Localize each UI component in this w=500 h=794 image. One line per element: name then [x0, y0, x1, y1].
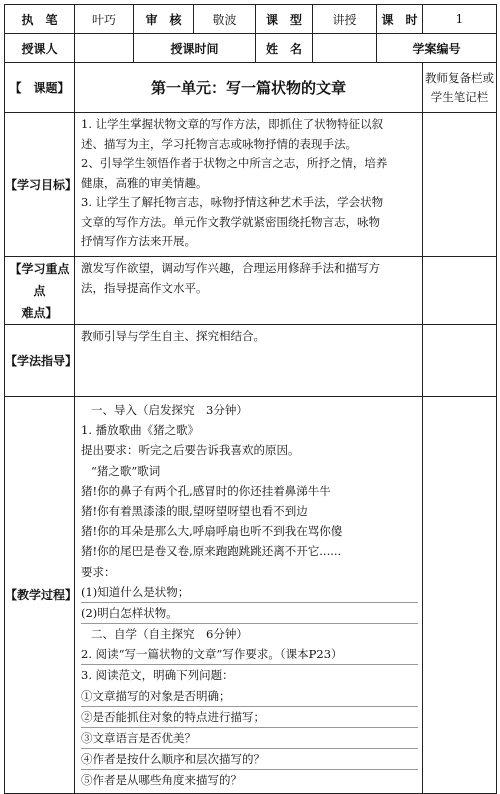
teacher-label: 授课人 — [5, 34, 75, 63]
author-value: 叶巧 — [75, 5, 134, 34]
objectives-line: 抒情写作方法来开展。 — [81, 234, 196, 248]
process-line: 2. 阅读“写一篇状物的文章”写作要求。（课本P23） — [81, 644, 418, 665]
teacher-value — [75, 34, 134, 63]
key-points-line: 激发写作欲望，调动写作兴趣，合理运用修辞手法和描写方 — [81, 261, 380, 275]
process-line: ③文章语言是否优美？ — [81, 728, 418, 749]
header-row-1 — [5, 5, 497, 34]
key-points-label-line: 点 — [33, 283, 46, 298]
key-points-label-line: 【学习重点 — [9, 261, 70, 276]
objectives-line: 文章的写作方法。单元作文教学就紧密围绕托物言志，咏物 — [81, 214, 380, 229]
process-line: 二、自学（自主探究 6分钟） — [91, 627, 248, 642]
process-line: 猪!你的耳朵是那么大,呼扇呼扇也听不到我在骂你傻 — [81, 524, 343, 539]
process-line: ⑤作者是从哪些角度来描写的？ — [81, 773, 242, 788]
objectives-line: 述、描写为主，学习托物言志或咏物抒情的表现手法。 — [81, 136, 357, 151]
process-line: ①文章描写的对象是否明确； — [81, 686, 418, 707]
process-line: 要求： — [81, 564, 116, 579]
objectives-line: 1. 让学生掌握状物文章的写作方法，即抓住了状物特征以叙 — [81, 117, 384, 131]
process-line: 提出要求：听完之后要告诉我喜欢的原因。 — [81, 443, 300, 458]
key-points-label-line: 难点】 — [21, 305, 58, 320]
process-line: 猪!你的尾巴是卷又卷,原来跑跑跳跳还离不开它...... — [81, 544, 342, 559]
key-points-label — [5, 257, 75, 325]
key-points-row — [5, 257, 497, 325]
lesson-type-label: 课 型 — [256, 5, 313, 34]
topic-label: 【 课题】 — [5, 63, 75, 113]
objectives-line: 2、引导学生领悟作者于状物之中所言之志，所抒之情，培养 — [81, 156, 388, 170]
topic-title: 第一单元：写一篇状物的文章 — [75, 63, 423, 113]
side-note-cell — [423, 113, 497, 257]
name-label: 姓 名 — [256, 34, 313, 63]
periods-value: 1 — [423, 5, 497, 34]
periods-label: 课 时 — [377, 5, 423, 34]
process-line: 猪!你有着黑漆漆的眼,望呀望呀望也看不到边 — [81, 503, 308, 518]
process-line: 一、导入（启发探究 3分钟） — [91, 403, 248, 417]
key-points-content — [75, 257, 423, 325]
process-line: 3. 阅读范文，明确下列问题： — [81, 668, 234, 683]
side-note-cell — [423, 397, 497, 794]
method-content — [75, 325, 423, 397]
process-content — [75, 397, 423, 794]
process-line: (1)知道什么是状物； — [81, 582, 418, 603]
objectives-row — [5, 113, 497, 257]
process-line: 1. 播放歌曲《猪之歌》 — [81, 423, 200, 438]
process-label: 【教学过程】 — [5, 397, 75, 794]
author-label: 执 笔 — [5, 5, 75, 34]
plan-number-label: 学案编号 — [377, 34, 497, 63]
process-line: ②是否能抓住对象的特点进行描写； — [81, 707, 418, 728]
method-text: 教师引导与学生自主、探究相结合。 — [81, 329, 265, 343]
objectives-line: 3. 让学生了解托物言志，咏物抒情这种艺术手法，学会状物 — [81, 195, 384, 209]
lesson-plan-table — [4, 4, 497, 794]
reviewer-label: 审 核 — [134, 5, 194, 34]
header-row-2 — [5, 34, 497, 63]
objectives-content — [75, 113, 423, 257]
side-note-cell — [423, 325, 497, 397]
process-line: ④作者是按什么顺序和层次描写的？ — [81, 749, 418, 770]
side-note-header: 教师复备栏或学生笔记栏 — [423, 63, 497, 113]
objectives-line: 健康，高雅的审美情趣。 — [81, 175, 208, 190]
reviewer-value: 敬波 — [194, 5, 256, 34]
side-note-cell — [423, 257, 497, 325]
method-label: 【学法指导】 — [5, 325, 75, 397]
lesson-type-value: 讲授 — [313, 5, 377, 34]
process-line: (2)明白怎样状物。 — [81, 603, 418, 624]
objectives-label: 【学习目标】 — [5, 113, 75, 257]
process-line: 猪!你的鼻子有两个孔,感冒时的你还挂着鼻涕牛牛 — [81, 483, 331, 498]
process-line: “猪之歌”歌词 — [91, 463, 161, 478]
method-row — [5, 325, 497, 397]
teaching-time-label: 授课时间 — [134, 34, 256, 63]
name-value — [313, 34, 377, 63]
key-points-line: 法，指导提高作文水平。 — [81, 280, 208, 295]
process-row — [5, 397, 497, 794]
topic-row — [5, 63, 497, 113]
